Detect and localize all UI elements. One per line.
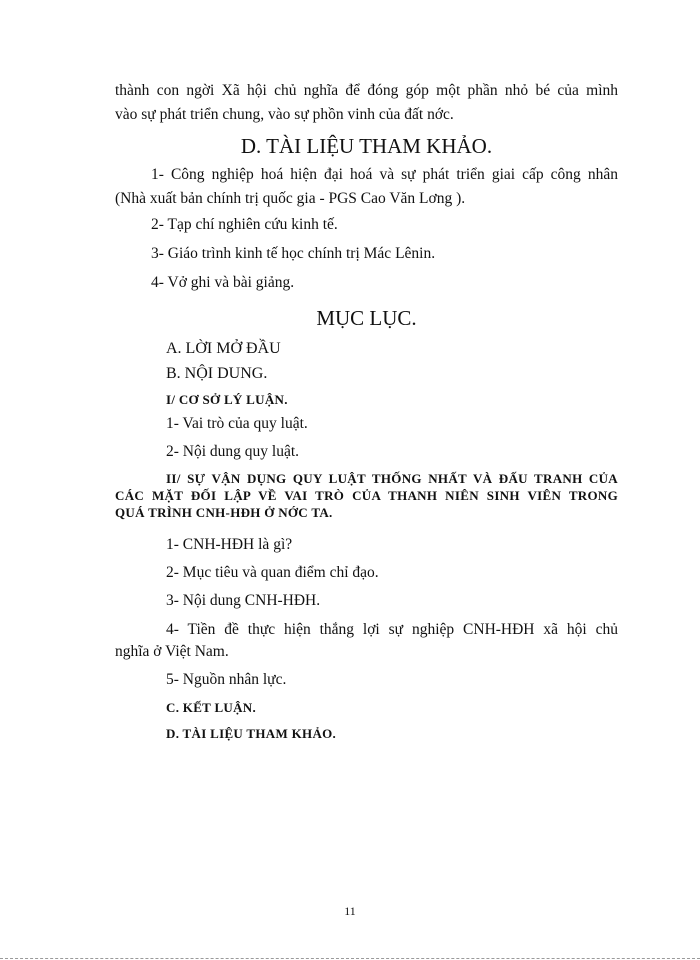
toc-entry-d: D. TÀI LIỆU THAM KHẢO. [166, 726, 337, 741]
reference-item-4: 4- Vở ghi và bài giảng. [151, 274, 295, 291]
intro-line-2: vào sự phát triển chung, vào sự phồn vinh của đất nớc. [115, 106, 454, 123]
toc-s2-item-1: 1- CNH-HĐH là gì? [166, 536, 293, 553]
intro-paragraph [115, 81, 618, 125]
toc-section-2-line-1: II/ SỰ VẬN DỤNG QUY LUẬT THỐNG NHẤT VÀ ĐẤU TRANH CỦA [166, 471, 618, 486]
toc-s2-item-2: 2- Mục tiêu và quan điểm chỉ đạo. [166, 564, 379, 581]
toc-heading: MỤC LỤC. [316, 306, 417, 330]
toc-entry-c: C. KẾT LUẬN. [166, 700, 257, 715]
toc-s2-item-4 [115, 620, 618, 662]
reference-item-1-line-2: (Nhà xuất bản chính trị quốc gia - PGS Cao Văn Lơng ). [115, 190, 466, 207]
intro-line-1: thành con ngời Xã hội chủ nghĩa để đóng góp một phần nhỏ bé của mình [115, 82, 618, 99]
toc-s1-item-1: 1- Vai trò của quy luật. [166, 415, 308, 432]
toc-section-2-line-3: QUÁ TRÌNH CNH-HĐH Ở NỚC TA. [115, 505, 333, 520]
reference-item-2: 2- Tạp chí nghiên cứu kinh tế. [151, 216, 338, 233]
toc-s2-item-4-line-2: nghĩa ở Việt Nam. [115, 643, 229, 660]
reference-item-1-line-1: 1- Công nghiệp hoá hiện đại hoá và sự phát triển giai cấp công nhân [151, 166, 618, 183]
reference-item-1 [115, 165, 618, 209]
toc-s1-item-2: 2- Nội dung quy luật. [166, 443, 300, 460]
reference-item-3: 3- Giáo trình kinh tế học chính trị Mác Lênin. [151, 245, 436, 262]
toc-s2-item-5: 5- Nguồn nhân lực. [166, 671, 287, 688]
toc-section-1: I/ CƠ SỞ LÝ LUẬN. [166, 392, 288, 407]
toc-entry-b: B. NỘI DUNG. [166, 365, 268, 382]
references-heading: D. TÀI LIỆU THAM KHẢO. [240, 134, 493, 158]
toc-section-2-line-2: CÁC MẶT ĐỐI LẬP VỀ VAI TRÒ CỦA THANH NIÊN SINH VIÊN TRONG [115, 488, 618, 503]
page-number: 11 [344, 904, 356, 918]
toc-section-2 [115, 470, 618, 521]
toc-s2-item-3: 3- Nội dung CNH-HĐH. [166, 592, 321, 609]
toc-s2-item-4-line-1: 4- Tiền đề thực hiện thắng lợi sự nghiệp CNH-HĐH xã hội chủ [166, 621, 618, 638]
toc-entry-a: A. LỜI MỞ ĐẦU [166, 340, 281, 357]
